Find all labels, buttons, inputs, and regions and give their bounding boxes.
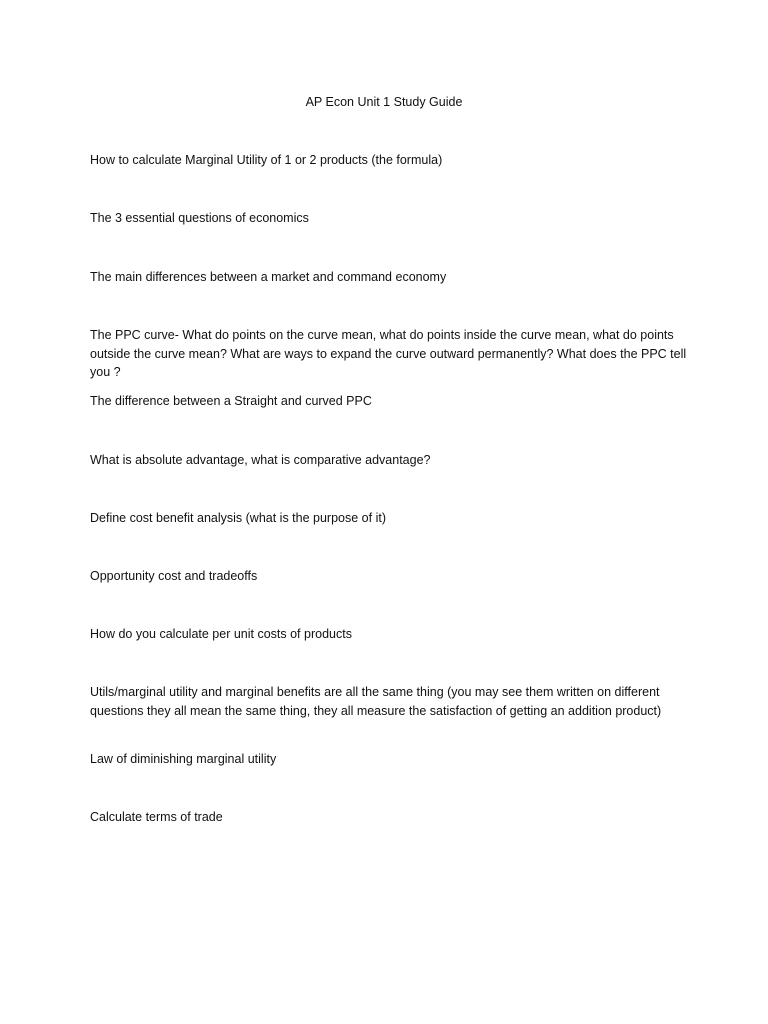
study-item-advantage: What is absolute advantage, what is comparative advantage? — [90, 453, 431, 467]
study-item-straight-vs-curved-ppc: The difference between a Straight and curved PPC — [90, 394, 372, 408]
study-item-cost-benefit: Define cost benefit analysis (what is the purpose of it) — [90, 511, 386, 525]
study-item-per-unit-costs: How do you calculate per unit costs of products — [90, 627, 352, 641]
study-item-opportunity-cost: Opportunity cost and tradeoffs — [90, 569, 258, 583]
study-item-terms-of-trade: Calculate terms of trade — [90, 810, 223, 824]
study-item-market-vs-command: The main differences between a market and command economy — [90, 270, 447, 284]
study-item-ppc-curve: The PPC curve- What do points on the curve mean, what do points inside the curve mean, what do points outside the curve mean? What are ways to expand the curve outward permanently? What does the PPC tell you ? — [90, 328, 687, 379]
study-item-essential-questions: The 3 essential questions of economics — [90, 211, 309, 225]
document-title: AP Econ Unit 1 Study Guide — [305, 95, 463, 109]
study-item-utils: Utils/marginal utility and marginal benefits are all the same thing (you may see them written on different questions they all mean the same thing, they all measure the satisfaction of getting an addition product) — [90, 685, 662, 718]
study-item-marginal-utility: How to calculate Marginal Utility of 1 or 2 products (the formula) — [90, 153, 443, 167]
study-item-diminishing-utility: Law of diminishing marginal utility — [90, 752, 277, 766]
